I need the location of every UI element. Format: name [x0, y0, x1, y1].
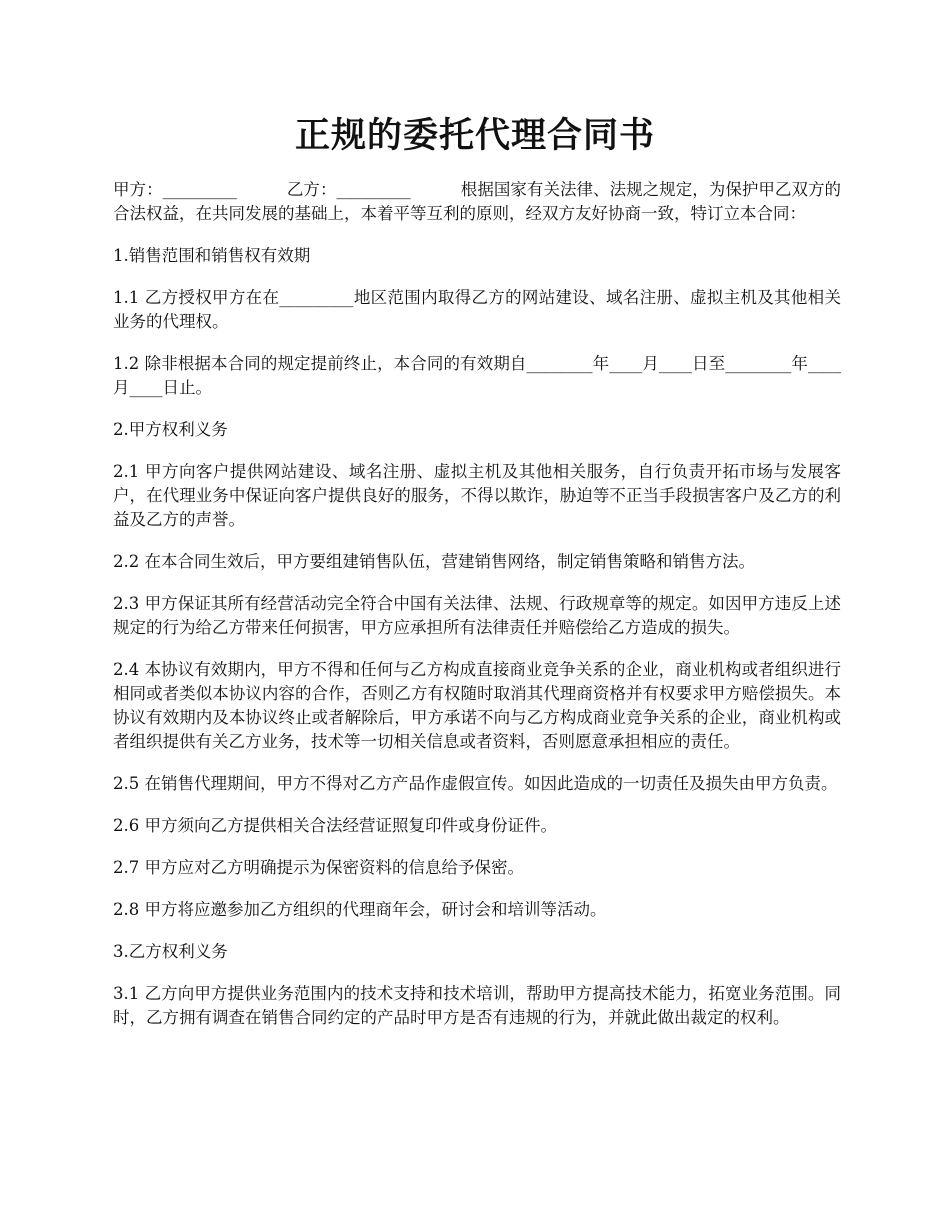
section-heading: 1.销售范围和销售权有效期 [113, 246, 311, 265]
clause-paragraph: 2.7 甲方应对乙方明确提示为保密资料的信息给予保密。 [113, 858, 524, 877]
section-heading: 2.甲方权利义务 [113, 420, 228, 439]
intro-paragraph [113, 178, 841, 226]
party-a-field: 甲方：_________ [113, 180, 237, 199]
intro-text: 根据国家有关法律、法规之规定，为保护甲乙双方的合法权益，在共同发展的基础上，本着平等互利的原则，经双方友好协商一致，特订立本合同： [113, 180, 842, 223]
clause-paragraph: 1.1 乙方授权甲方在在_________地区范围内取得乙方的网站建设、域名注册、虚拟主机及其他相关业务的代理权。 [113, 288, 841, 331]
clause-paragraph: 3.1 乙方向甲方提供业务范围内的技术支持和技术培训，帮助甲方提高技术能力，拓宽业务范围。同时，乙方拥有调查在销售合同约定的产品时甲方是否有违规的行为，并就此做出裁定的权利。 [113, 984, 841, 1027]
party-b-field: 乙方：_________ [286, 180, 411, 199]
document-title: 正规的委托代理合同书 [294, 115, 655, 156]
clause-paragraph: 2.3 甲方保证其所有经营活动完全符合中国有关法律、法规、行政规章等的规定。如因甲方违反上述规定的行为给乙方带来任何损害，甲方应承担所有法律责任并赔偿给乙方造成的损失。 [113, 594, 841, 637]
clause-paragraph: 2.1 甲方向客户提供网站建设、域名注册、虚拟主机及其他相关服务，自行负责开拓市场与发展客户，在代理业务中保证向客户提供良好的服务，不得以欺诈，胁迫等不正当手段损害客户及乙方的利益及乙方的声誉。 [113, 462, 841, 529]
clause-paragraph: 2.5 在销售代理期间，甲方不得对乙方产品作虚假宣传。如因此造成的一切责任及损失由甲方负责。 [113, 774, 838, 793]
clause-paragraph: 2.8 甲方将应邀参加乙方组织的代理商年会，研讨会和培训等活动。 [113, 900, 607, 919]
clause-paragraph: 2.6 甲方须向乙方提供相关合法经营证照复印件或身份证件。 [113, 816, 557, 835]
section-heading: 3.乙方权利义务 [113, 942, 228, 961]
clause-paragraph: 2.4 本协议有效期内，甲方不得和任何与乙方构成直接商业竞争关系的企业，商业机构或者组织进行相同或者类似本协议内容的合作，否则乙方有权随时取消其代理商资格并有权要求甲方赔偿损失。本协议有效期内及本协议终止或者解除后，甲方承诺不向与乙方构成商业竞争关系的企业，商业机构或者组织提供有关乙方业务，技术等一切相关信息或者资料，否则愿意承担相应的责任。 [113, 660, 841, 751]
clause-paragraph: 2.2 在本合同生效后，甲方要组建销售队伍，营建销售网络，制定销售策略和销售方法。 [113, 552, 755, 571]
clause-paragraph: 1.2 除非根据本合同的规定提前终止，本合同的有效期自________年____月____日至________年____月____日止。 [113, 354, 841, 397]
document-body [113, 178, 841, 1048]
